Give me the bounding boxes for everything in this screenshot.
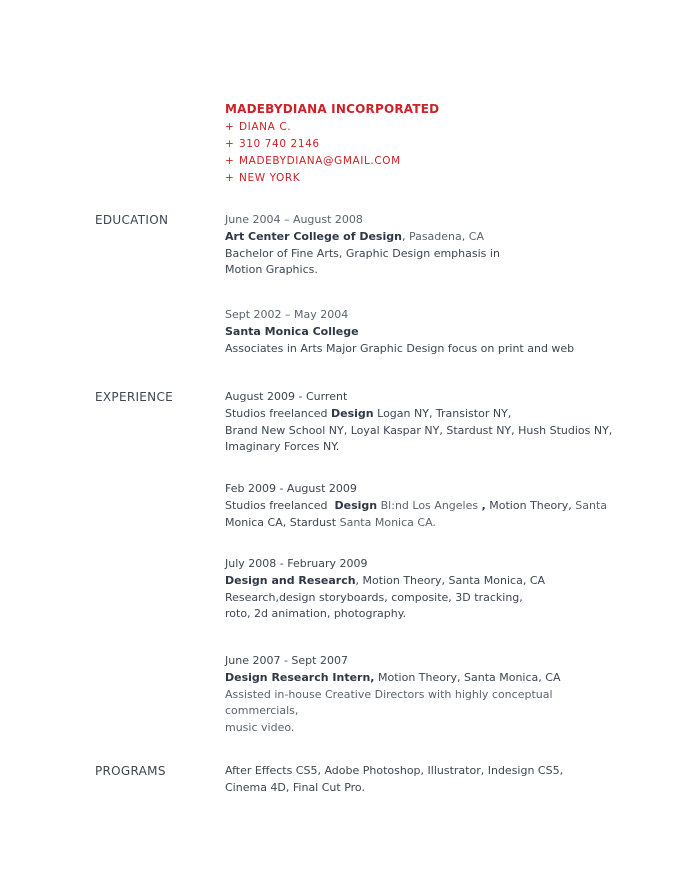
programs-entry bbox=[225, 763, 625, 797]
entry-role-line bbox=[225, 498, 625, 515]
experience-entry bbox=[225, 556, 625, 623]
contact-email-text[interactable]: MADEBYDIANA@GMAIL.COM bbox=[239, 155, 401, 167]
experience-entry bbox=[225, 389, 625, 456]
contact-location-text: NEW YORK bbox=[239, 172, 301, 184]
contact-name-text: DIANA C. bbox=[239, 121, 292, 133]
entry-role-line bbox=[225, 573, 625, 590]
entry-description: roto, 2d animation, photography. bbox=[225, 607, 407, 621]
entry-dates: June 2007 - Sept 2007 bbox=[225, 654, 348, 667]
entry-institution-line bbox=[225, 324, 625, 341]
contact-header bbox=[225, 101, 439, 187]
role-studio: Monica CA, Stardust bbox=[225, 515, 337, 529]
programs-list: Cinema 4D, Final Cut Pro. bbox=[225, 780, 365, 794]
entry-description: Research,design storyboards, composite, 3D tracking, bbox=[225, 590, 523, 604]
entry-description: Brand New School NY, Loyal Kaspar NY, Stardust NY, Hush Studios NY, bbox=[225, 423, 613, 437]
contact-email[interactable] bbox=[225, 153, 439, 170]
entry-description: Assisted in-house Creative Directors with highly conceptual commercials, bbox=[225, 687, 553, 718]
plus-icon: + bbox=[225, 121, 235, 133]
entry-description: Motion Graphics. bbox=[225, 263, 318, 277]
role-title: Design and Research bbox=[225, 573, 356, 587]
entry-role-line bbox=[225, 670, 625, 687]
entry-description bbox=[225, 515, 625, 532]
section-label-education: EDUCATION bbox=[95, 213, 169, 227]
role-prefix: Studios freelanced bbox=[225, 406, 332, 420]
plus-icon: + bbox=[225, 155, 235, 167]
contact-phone-text: 310 740 2146 bbox=[239, 138, 320, 150]
role-studios: Logan NY, Transistor NY, bbox=[373, 406, 512, 420]
entry-dates: July 2008 - February 2009 bbox=[225, 557, 368, 570]
institution-name: Santa Monica College bbox=[225, 324, 359, 338]
institution-location: Pasadena, CA bbox=[405, 229, 484, 243]
entry-description: Bachelor of Fine Arts, Graphic Design emphasis in bbox=[225, 246, 500, 260]
role-studio: Motion Theory, bbox=[485, 498, 572, 512]
role-studio: Bl:nd Los Angeles bbox=[377, 498, 482, 512]
plus-icon: + bbox=[225, 172, 235, 184]
contact-phone bbox=[225, 136, 439, 153]
role-title: Design Research Intern, bbox=[225, 670, 375, 684]
entry-institution-line bbox=[225, 229, 625, 246]
section-label-experience: EXPERIENCE bbox=[95, 390, 174, 404]
programs-list: After Effects CS5, Adobe Photoshop, Illustrator, Indesign CS5, bbox=[225, 764, 564, 777]
role-title: Design bbox=[331, 406, 374, 420]
contact-list bbox=[225, 119, 439, 187]
experience-entry bbox=[225, 481, 625, 531]
education-entry bbox=[225, 212, 625, 279]
role-location: Santa Monica CA. bbox=[336, 515, 436, 529]
entry-dates: August 2009 - Current bbox=[225, 390, 348, 403]
separator: , bbox=[481, 498, 486, 512]
entry-description: Imaginary Forces NY. bbox=[225, 440, 340, 454]
separator: , bbox=[401, 229, 406, 243]
role-company: Motion Theory, Santa Monica, CA bbox=[374, 670, 561, 684]
role-company: , Motion Theory, Santa Monica, CA bbox=[355, 573, 546, 587]
institution-name: Art Center College of Design bbox=[225, 229, 402, 243]
role-prefix: Studios freelanced bbox=[225, 498, 335, 512]
experience-entry bbox=[225, 653, 625, 737]
entry-dates: June 2004 – August 2008 bbox=[225, 213, 363, 226]
entry-role-line bbox=[225, 406, 625, 423]
education-entry bbox=[225, 307, 625, 357]
contact-name bbox=[225, 119, 439, 136]
entry-description: Associates in Arts Major Graphic Design focus on print and web bbox=[225, 341, 575, 355]
entry-description: music video. bbox=[225, 721, 295, 735]
company-name: MADEBYDIANA INCORPORATED bbox=[225, 102, 440, 116]
entry-dates: Feb 2009 - August 2009 bbox=[225, 482, 357, 495]
role-title: Design bbox=[334, 498, 378, 512]
entry-dates: Sept 2002 – May 2004 bbox=[225, 308, 349, 321]
section-label-programs: PROGRAMS bbox=[95, 764, 166, 778]
role-location: Santa bbox=[571, 498, 608, 512]
plus-icon: + bbox=[225, 138, 235, 150]
contact-location bbox=[225, 170, 439, 187]
